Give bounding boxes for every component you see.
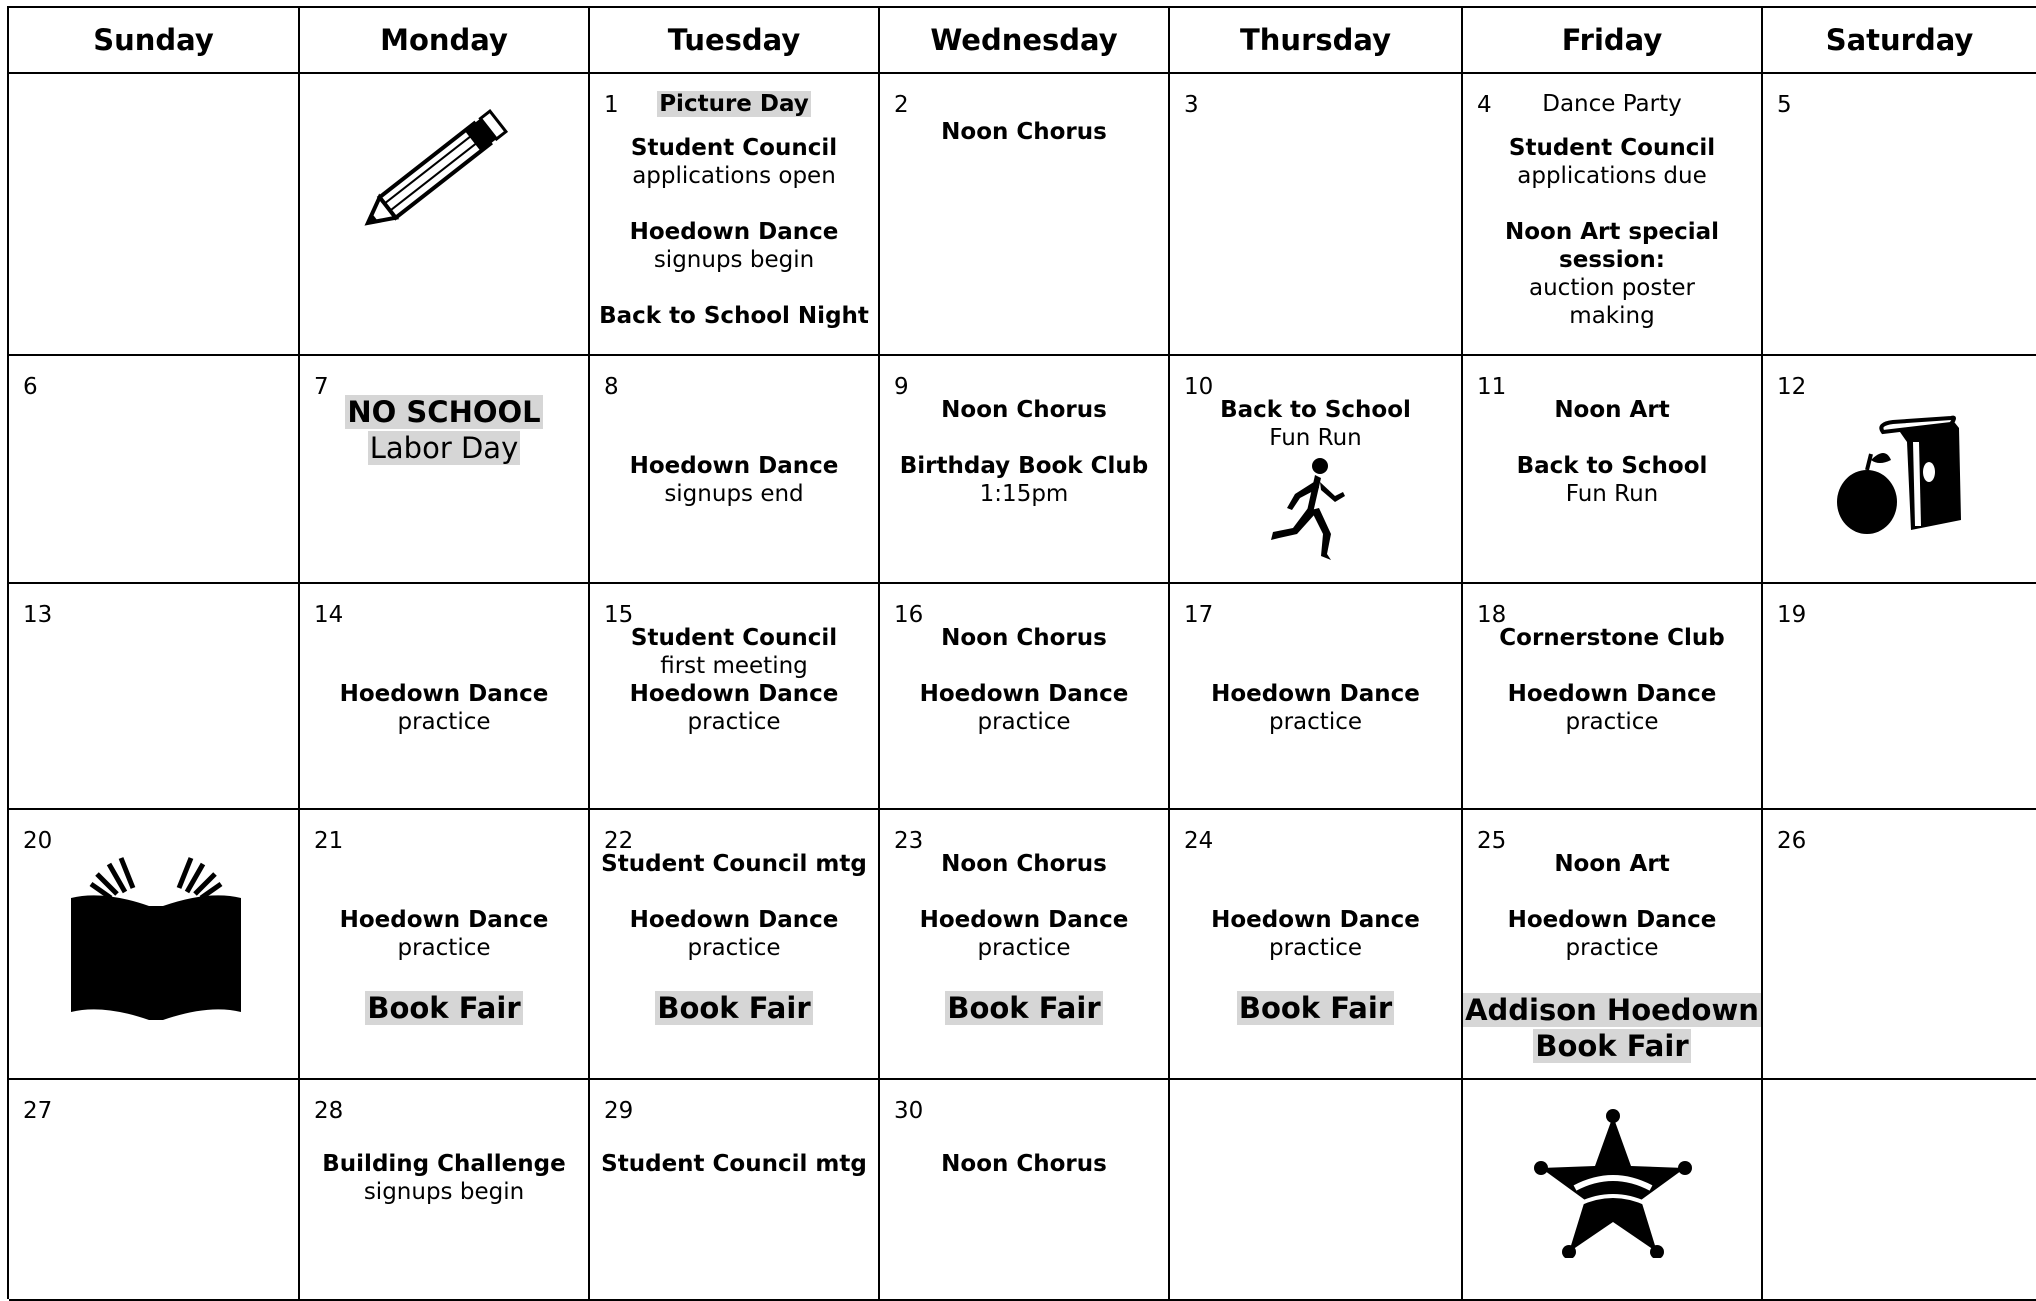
day-cell-15	[590, 584, 880, 810]
day-number: 23	[894, 828, 924, 854]
event-title: Hoedown Dance	[1211, 907, 1420, 933]
day-cell-23	[880, 810, 1170, 1080]
day-cell-24	[1170, 810, 1463, 1080]
event-title: Book Fair	[947, 991, 1101, 1025]
event-noon-art	[1463, 396, 1761, 424]
event-book-fair	[300, 990, 588, 1026]
day-number: 1	[604, 92, 619, 118]
event-title: Hoedown Dance	[1507, 681, 1717, 707]
header-friday: Friday	[1463, 8, 1763, 74]
event-noon-chorus	[880, 1150, 1168, 1178]
event-title: Hoedown Dance	[1211, 681, 1420, 707]
event-detail: signups begin	[363, 1179, 525, 1205]
day-cell-1	[590, 74, 880, 356]
event-title: Addison Hoedown	[1465, 993, 1759, 1027]
day-number: 18	[1477, 602, 1507, 628]
header-wednesday: Wednesday	[880, 8, 1170, 74]
event-fun-run	[1170, 396, 1461, 452]
event-title: Hoedown Dance	[339, 681, 549, 707]
event-birthday-book-club	[880, 452, 1168, 508]
event-title: Hoedown Dance	[919, 681, 1129, 707]
day-cell-3	[1170, 74, 1463, 356]
day-number: 20	[23, 828, 53, 854]
event-detail: practice	[687, 935, 781, 961]
event-title: Noon Art special session:	[1504, 219, 1720, 273]
day-number: 29	[604, 1098, 634, 1124]
event-student-council	[590, 134, 878, 190]
event-title: Noon Chorus	[941, 1151, 1107, 1177]
day-number: 28	[314, 1098, 344, 1124]
event-student-council-mtg	[590, 850, 878, 878]
header-monday: Monday	[300, 8, 590, 74]
pencil-icon	[364, 96, 524, 236]
event-student-council	[1463, 134, 1761, 190]
day-cell-7	[300, 356, 590, 584]
event-detail: Fun Run	[1269, 425, 1362, 451]
event-detail: applications open	[632, 163, 836, 189]
day-cell-20	[9, 810, 300, 1080]
day-number: 21	[314, 828, 344, 854]
event-noon-chorus	[880, 624, 1168, 652]
day-number: 11	[1477, 374, 1507, 400]
day-cell-11	[1463, 356, 1763, 584]
day-cell-14	[300, 584, 590, 810]
header-saturday: Saturday	[1763, 8, 2036, 74]
day-number: 19	[1777, 602, 1807, 628]
event-detail: practice	[687, 709, 781, 735]
day-number: 14	[314, 602, 344, 628]
event-book-fair	[1170, 990, 1461, 1026]
day-number: 16	[894, 602, 924, 628]
day-cell-21	[300, 810, 590, 1080]
event-title: Book Fair	[657, 991, 811, 1025]
event-title: Hoedown Dance	[1507, 907, 1717, 933]
event-hoedown-practice	[1170, 680, 1461, 736]
event-title: Hoedown Dance	[629, 453, 839, 479]
event-title: Book Fair	[1238, 991, 1393, 1025]
day-cell-25	[1463, 810, 1763, 1080]
day-number: 3	[1184, 92, 1199, 118]
event-hoedown-practice	[590, 906, 878, 962]
event-title: NO SCHOOL	[347, 395, 541, 429]
event-detail: practice	[977, 709, 1071, 735]
event-title: Student Council	[630, 625, 838, 651]
event-title: Noon Chorus	[941, 119, 1107, 145]
event-title: Hoedown Dance	[629, 681, 839, 707]
day-number: 17	[1184, 602, 1214, 628]
day-cell-13	[9, 584, 300, 810]
event-detail: practice	[977, 935, 1071, 961]
event-title: Building Challenge	[322, 1151, 566, 1177]
header-thursday: Thursday	[1170, 8, 1463, 74]
day-number: 22	[604, 828, 634, 854]
day-cell-19	[1763, 584, 2036, 810]
event-detail: practice	[1269, 935, 1362, 961]
event-fun-run	[1463, 452, 1761, 508]
apple-lunch-bag-icon	[1833, 402, 1973, 552]
event-noon-art-special	[1483, 218, 1741, 330]
event-no-school	[300, 394, 588, 466]
event-student-council-meeting	[590, 624, 878, 680]
day-cell-10	[1170, 356, 1463, 584]
event-dance-party	[1463, 90, 1761, 118]
event-hoedown-signups-end	[590, 452, 878, 508]
event-title: Back to School Night	[599, 303, 869, 329]
event-book-fair	[880, 990, 1168, 1026]
day-cell-17	[1170, 584, 1463, 810]
event-title: Noon Chorus	[941, 397, 1107, 423]
event-detail: practice	[397, 709, 491, 735]
open-book-icon	[63, 854, 249, 1024]
day-cell-6	[9, 356, 300, 584]
day-number: 25	[1477, 828, 1507, 854]
event-title: Hoedown Dance	[629, 219, 839, 245]
event-title: Noon Art	[1554, 851, 1670, 877]
event-hoedown-practice	[1170, 906, 1461, 962]
day-cell-27	[9, 1080, 300, 1301]
day-number: 6	[23, 374, 38, 400]
event-detail: first meeting	[660, 653, 808, 679]
day-cell-16	[880, 584, 1170, 810]
event-title: Hoedown Dance	[629, 907, 839, 933]
header-sunday: Sunday	[9, 8, 300, 74]
event-cornerstone-club	[1463, 624, 1761, 652]
day-number: 30	[894, 1098, 924, 1124]
event-title: Noon Chorus	[941, 851, 1107, 877]
event-title: Student Council mtg	[601, 851, 867, 877]
day-number: 7	[314, 374, 329, 400]
event-detail: practice	[1565, 709, 1659, 735]
day-cell-9	[880, 356, 1170, 584]
event-title: Student Council mtg	[601, 1151, 867, 1177]
sheriff-badge-icon	[1533, 1108, 1693, 1258]
event-title: Dance Party	[1542, 91, 1682, 117]
event-title: Hoedown Dance	[339, 907, 549, 933]
event-detail: 1:15pm	[979, 481, 1069, 507]
event-detail: signups end	[664, 481, 804, 507]
event-hoedown-practice	[880, 680, 1168, 736]
event-hoedown-practice	[300, 680, 588, 736]
event-title: Noon Art	[1554, 397, 1670, 423]
event-picture-day	[590, 90, 878, 118]
event-title: Back to School	[1220, 397, 1411, 423]
event-title: Book Fair	[1535, 1029, 1689, 1063]
event-noon-chorus	[880, 396, 1168, 424]
day-cell-empty	[9, 74, 300, 356]
event-hoedown-practice	[590, 680, 878, 736]
day-cell-empty	[300, 74, 590, 356]
day-number: 10	[1184, 374, 1214, 400]
day-cell-29	[590, 1080, 880, 1301]
event-building-challenge	[300, 1150, 588, 1206]
day-number: 15	[604, 602, 634, 628]
day-number: 9	[894, 374, 909, 400]
day-cell-4	[1463, 74, 1763, 356]
header-tuesday: Tuesday	[590, 8, 880, 74]
day-number: 4	[1477, 92, 1492, 118]
event-noon-chorus	[880, 118, 1168, 146]
event-detail: signups begin	[653, 247, 815, 273]
day-cell-empty	[1463, 1080, 1763, 1301]
event-back-to-school-night	[590, 302, 878, 330]
event-title: Birthday Book Club	[899, 453, 1149, 479]
event-hoedown-practice	[1463, 680, 1761, 736]
day-number: 24	[1184, 828, 1214, 854]
event-hoedown-practice	[300, 906, 588, 962]
day-cell-26	[1763, 810, 2036, 1080]
day-number: 8	[604, 374, 619, 400]
event-title: Student Council	[630, 135, 838, 161]
day-cell-2	[880, 74, 1170, 356]
day-cell-empty	[1170, 1080, 1463, 1301]
event-title: Noon Chorus	[941, 625, 1107, 651]
day-number: 12	[1777, 374, 1807, 400]
event-detail: applications due	[1517, 163, 1707, 189]
event-student-council-mtg	[590, 1150, 878, 1178]
event-detail: auction poster making	[1529, 275, 1695, 329]
day-cell-empty	[1763, 1080, 2036, 1301]
event-title: Cornerstone Club	[1499, 625, 1725, 651]
event-detail: Labor Day	[369, 431, 519, 465]
day-cell-8	[590, 356, 880, 584]
day-number: 27	[23, 1098, 53, 1124]
day-cell-12	[1763, 356, 2036, 584]
day-cell-22	[590, 810, 880, 1080]
event-detail: practice	[397, 935, 491, 961]
event-hoedown-practice	[880, 906, 1168, 962]
event-title: Book Fair	[367, 991, 521, 1025]
event-title: Student Council	[1508, 135, 1716, 161]
event-addison-hoedown-book-fair	[1463, 992, 1761, 1064]
event-detail: practice	[1269, 709, 1362, 735]
event-title: Picture Day	[659, 91, 809, 117]
event-detail: Fun Run	[1565, 481, 1659, 507]
day-number: 5	[1777, 92, 1792, 118]
calendar-grid	[7, 6, 2036, 1299]
event-book-fair	[590, 990, 878, 1026]
day-cell-28	[300, 1080, 590, 1301]
day-number: 26	[1777, 828, 1807, 854]
day-number: 13	[23, 602, 53, 628]
runner-icon	[1265, 456, 1355, 564]
day-number: 2	[894, 92, 909, 118]
day-cell-18	[1463, 584, 1763, 810]
day-cell-30	[880, 1080, 1170, 1301]
event-detail: practice	[1565, 935, 1659, 961]
event-hoedown-practice	[1463, 906, 1761, 962]
day-cell-5	[1763, 74, 2036, 356]
event-noon-chorus	[880, 850, 1168, 878]
event-hoedown-signups	[590, 218, 878, 274]
event-title: Hoedown Dance	[919, 907, 1129, 933]
event-noon-art	[1463, 850, 1761, 878]
event-title: Back to School	[1516, 453, 1708, 479]
